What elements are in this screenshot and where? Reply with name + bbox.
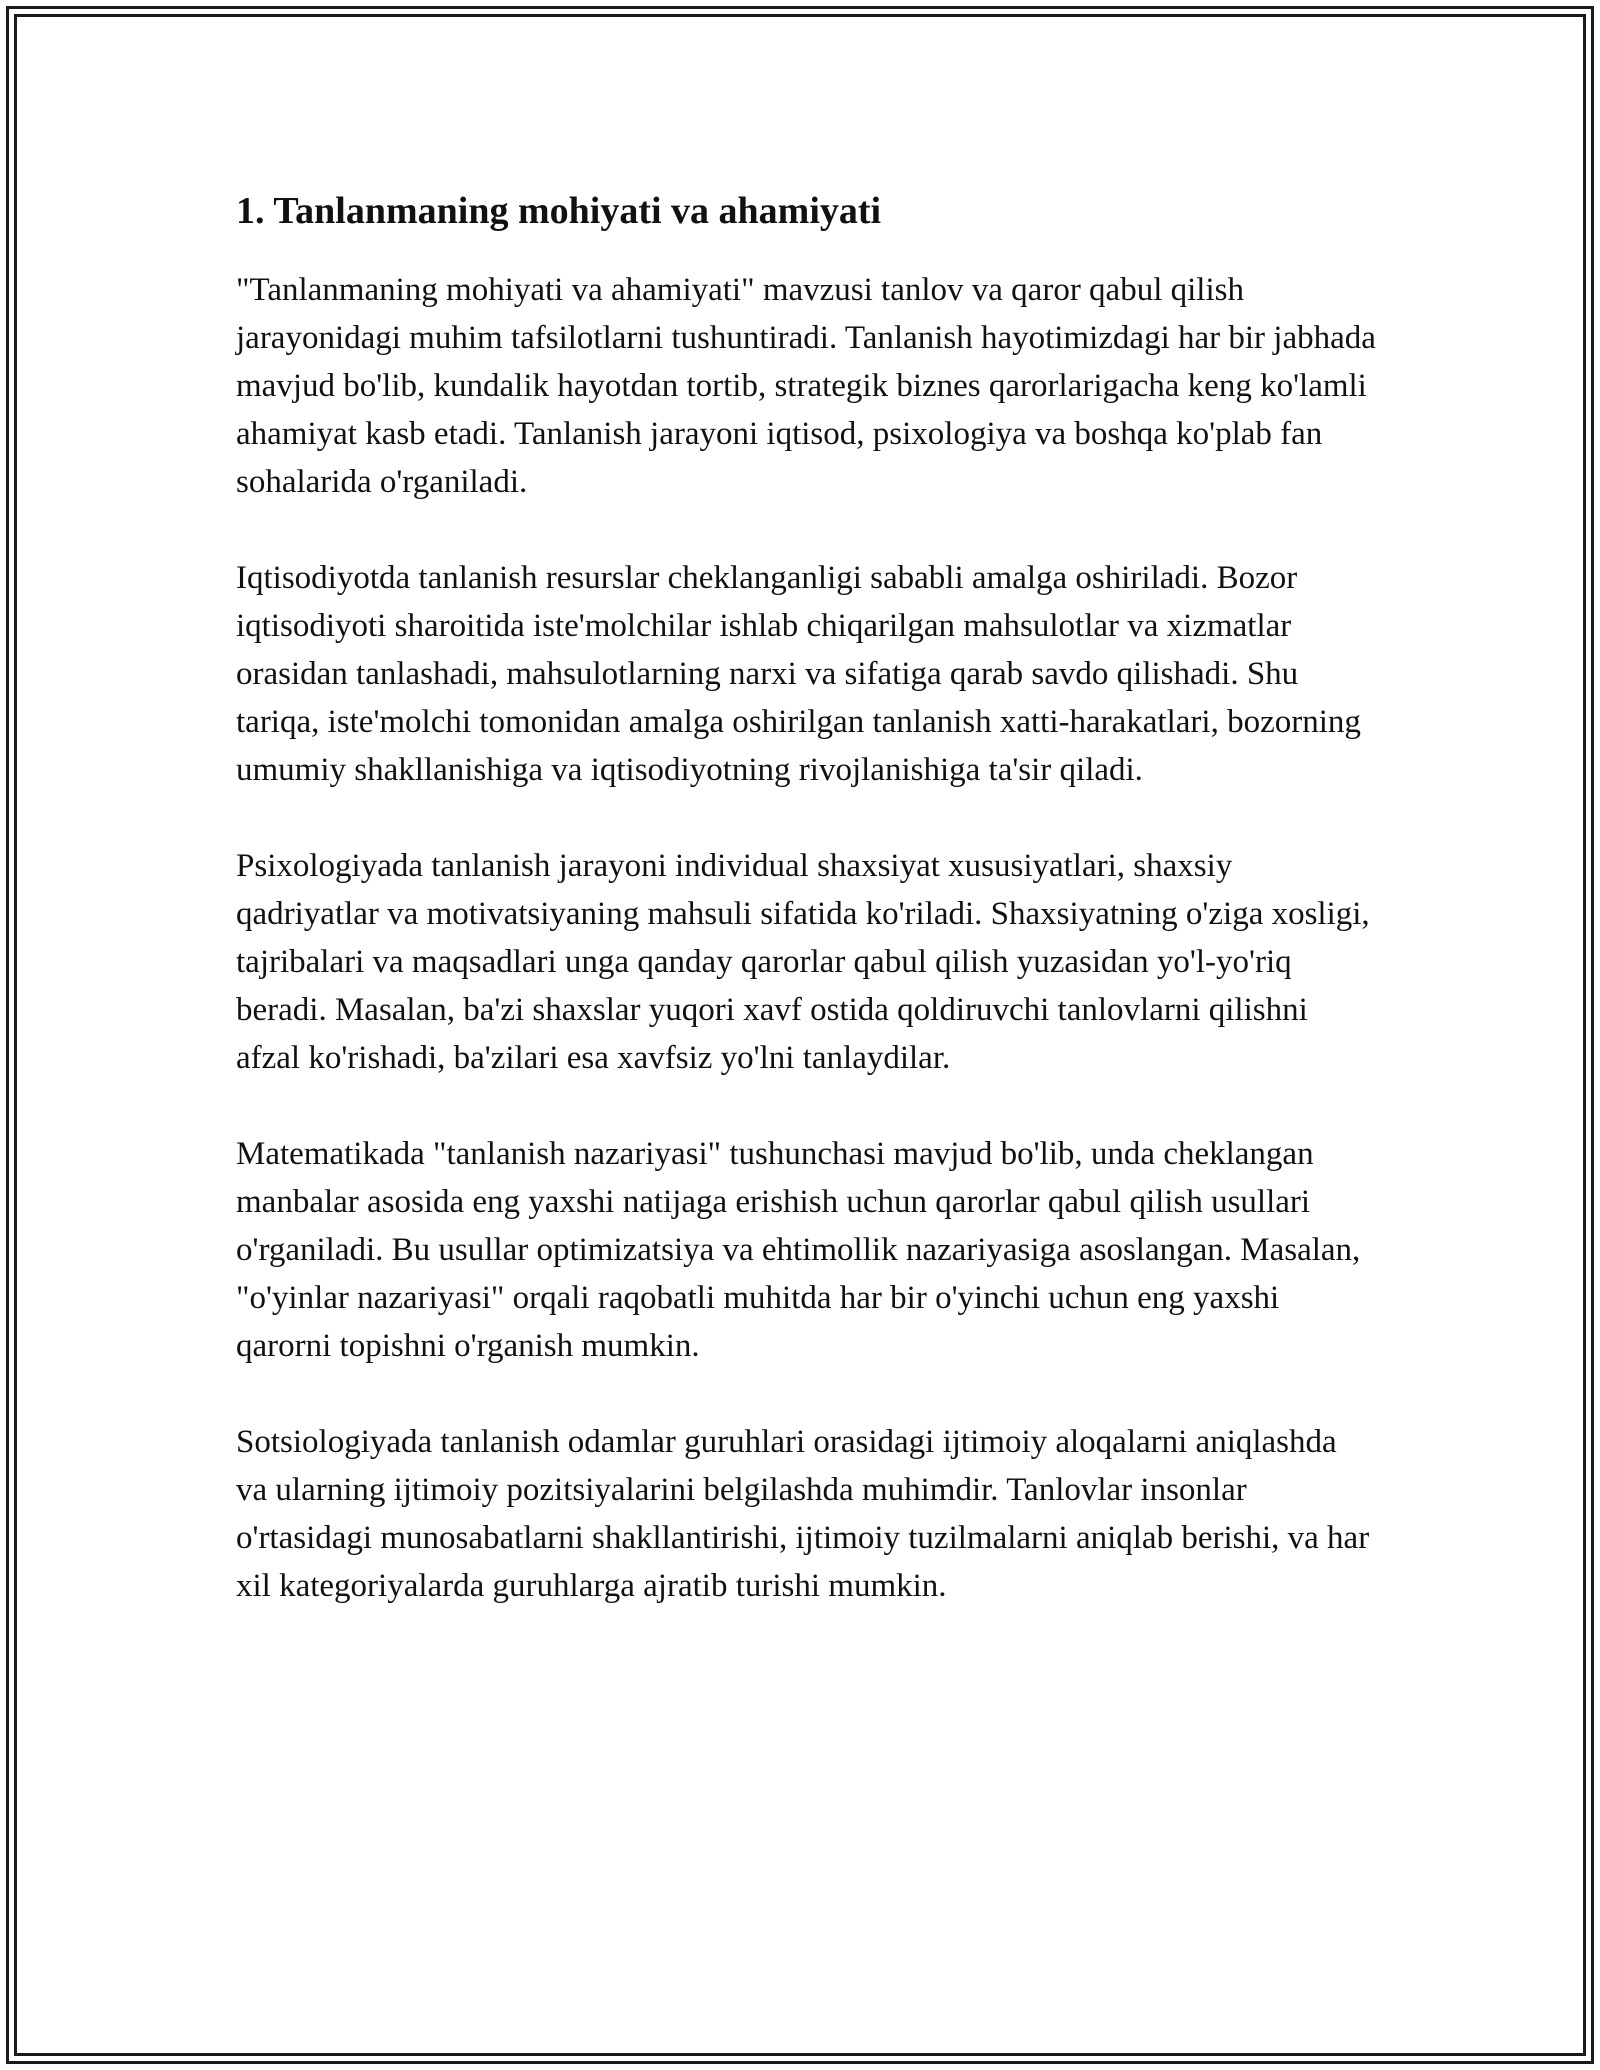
paragraph-economics: Iqtisodiyotda tanlanish resurslar cheklanganligi sababli amalga oshiriladi. Bozor iqtisodiyoti sharoitida iste'molchilar ishlab chiqarilgan mahsulotlar va xizmatlar orasidan tanlashadi, mahsulotlarning narxi va sifatiga qarab savdo qilishadi. Shu tariqa, iste'molchi tomonidan amalga oshirilgan tanlanish xatti-harakatlari, bozorning umumiy shakllanishiga va iqtisodiyotning rivojlanishiga ta'sir qiladi. xyxy=(236,559,1361,788)
section-heading: 1. Tanlanmaning mohiyati va ahamiyati xyxy=(236,190,882,232)
paragraph-psychology: Psixologiyada tanlanish jarayoni individual shaxsiyat xususiyatlari, shaxsiy qadriyatlar va motivatsiyaning mahsuli sifatida ko'riladi. Shaxsiyatning o'ziga xosligi, tajribalari va maqsadlari unga qanday qarorlar qabul qilish yuzasidan yo'l-yo'riq beradi. Masalan, ba'zi shaxslar yuqori xavf ostida qoldiruvchi tanlovlarni qilishni afzal ko'rishadi, ba'zilari esa xavfsiz yo'lni tanlaydilar. xyxy=(236,847,1370,1076)
paragraph-intro: "Tanlanmaning mohiyati va ahamiyati" mavzusi tanlov va qaror qabul qilish jarayonidagi muhim tafsilotlarni tushuntiradi. Tanlanish hayotimizdagi har bir jabhada mavjud bo'lib, kundalik hayotdan tortib, strategik biznes qarorlarigacha keng ko'lamli ahamiyat kasb etadi. Tanlanish jarayoni iqtisod, psixologiya va boshqa ko'plab fan sohalarida o'rganiladi. xyxy=(236,271,1376,500)
paragraph-sociology: Sotsiologiyada tanlanish odamlar guruhlari orasidagi ijtimoiy aloqalarni aniqlashda va ularning ijtimoiy pozitsiyalarini belgilashda muhimdir. Tanlovlar insonlar o'rtasidagi munosabatlarni shakllantirishi, ijtimoiy tuzilmalarni aniqlab berishi, va har xil kategoriyalarda guruhlarga ajratib turishi mumkin. xyxy=(236,1423,1370,1604)
paragraph-mathematics: Matematikada "tanlanish nazariyasi" tushunchasi mavjud bo'lib, unda cheklangan manbalar asosida eng yaxshi natijaga erishish uchun qarorlar qabul qilish usullari o'rganiladi. Bu usullar optimizatsiya va ehtimollik nazariyasiga asoslangan. Masalan, "o'yinlar nazariyasi" orqali raqobatli muhitda har bir o'yinchi uchun eng yaxshi qarorni topishni o'rganish mumkin. xyxy=(236,1135,1361,1364)
document-body xyxy=(236,188,1376,1658)
